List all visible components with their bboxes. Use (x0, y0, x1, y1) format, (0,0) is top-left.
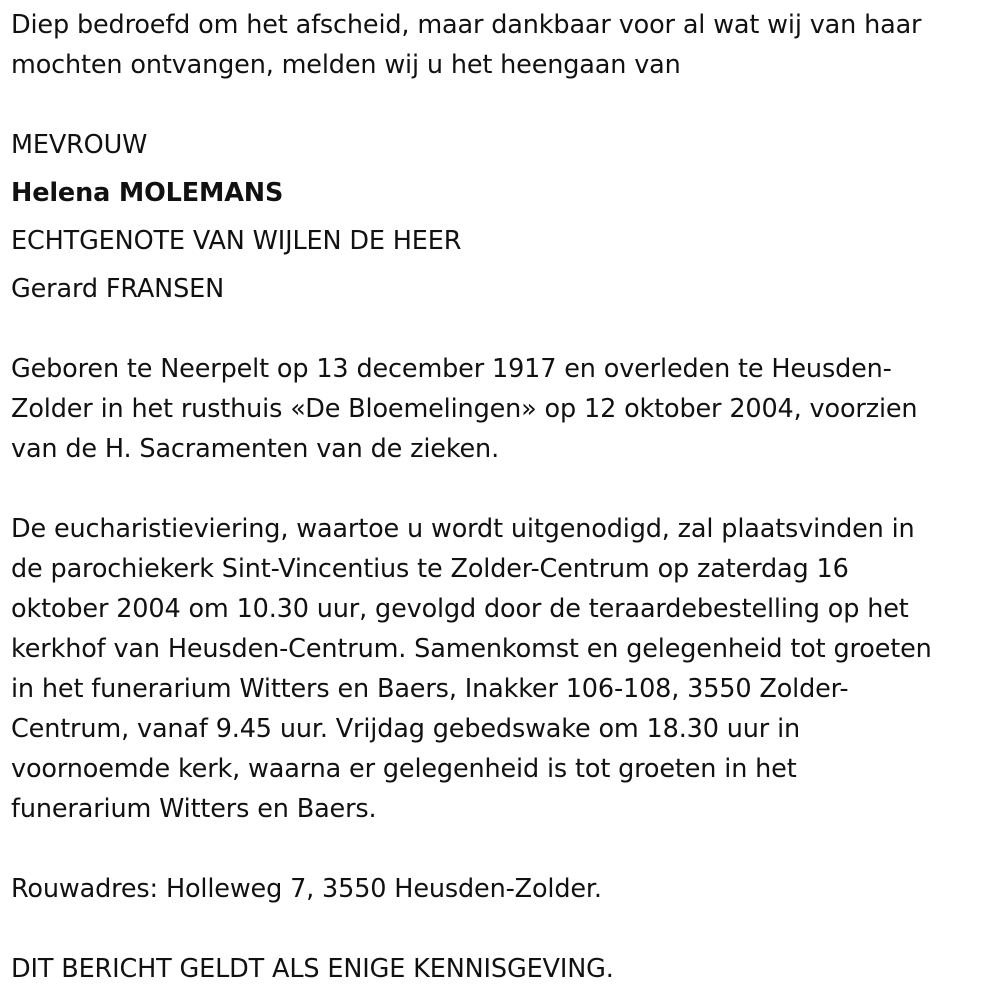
ceremony-line: de parochiekerk Sint-Vincentius te Zolder-Centrum op zaterdag 16 (11, 554, 849, 584)
deceased-title: MEVROUW (11, 130, 148, 160)
deceased-block (11, 125, 991, 309)
ceremony-line: kerkhof van Heusden-Centrum. Samenkomst en gelegenheid tot groeten (11, 634, 932, 664)
ceremony-line: De eucharistieviering, waartoe u wordt uitgenodigd, zal plaatsvinden in (11, 514, 915, 544)
birth-death-paragraph (11, 349, 991, 469)
birth-death-line: Geboren te Neerpelt op 13 december 1917 en overleden te Heusden- (11, 354, 892, 384)
ceremony-line: Centrum, vanaf 9.45 uur. Vrijdag gebedswake om 18.30 uur in (11, 714, 801, 744)
deceased-relation: ECHTGENOTE VAN WIJLEN DE HEER (11, 226, 462, 256)
ceremony-paragraph (11, 509, 991, 829)
notice-statement: DIT BERICHT GELDT ALS ENIGE KENNISGEVING. (11, 954, 614, 984)
birth-death-line: Zolder in het rusthuis «De Bloemelingen» op 12 oktober 2004, voorzien (11, 394, 918, 424)
intro-line: mochten ontvangen, melden wij u het heengaan van (11, 50, 681, 80)
ceremony-line: in het funerarium Witters en Baers, Inakker 106-108, 3550 Zolder- (11, 674, 849, 704)
deceased-spouse: Gerard FRANSEN (11, 274, 225, 304)
birth-death-line: van de H. Sacramenten van de zieken. (11, 434, 500, 464)
intro-paragraph (11, 5, 991, 85)
deceased-name: Helena MOLEMANS (11, 178, 284, 208)
ceremony-line: voornoemde kerk, waarna er gelegenheid is tot groeten in het (11, 754, 797, 784)
intro-line: Diep bedroefd om het afscheid, maar dankbaar voor al wat wij van haar (11, 10, 922, 40)
mourning-address: Rouwadres: Holleweg 7, 3550 Heusden-Zolder. (11, 874, 602, 904)
ceremony-line: funerarium Witters en Baers. (11, 794, 377, 824)
ceremony-line: oktober 2004 om 10.30 uur, gevolgd door de teraardebestelling op het (11, 594, 909, 624)
obituary-document (11, 5, 991, 989)
